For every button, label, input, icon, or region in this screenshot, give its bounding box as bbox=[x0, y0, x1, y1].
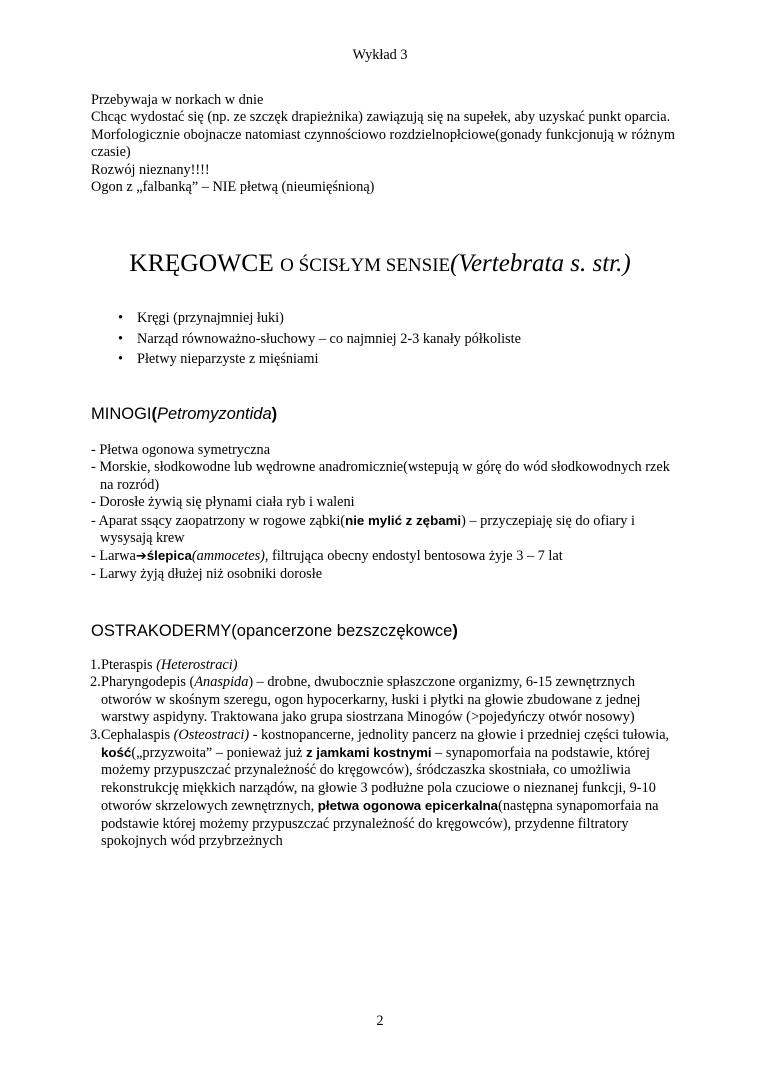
title-latin: (Vertebrata s. str.) bbox=[450, 250, 631, 277]
item-text: ) – drobne, dwubocznie spłaszczone organizmy, 6-15 zewnętrznych otworów w skośnym szeregu, ogon hypocerkarny, łuski i płytki na głowie zbudowane z jednej warstwy aspidyny. Traktowana jako grupa siostrzana Minogów (>pojedyńczy otwór nosowy) bbox=[101, 674, 641, 726]
heading-paren: ) bbox=[452, 622, 458, 640]
section-title-vertebrata bbox=[0, 247, 760, 282]
arrow-right-icon: ➔ bbox=[135, 549, 147, 565]
bullet-icon: • bbox=[118, 351, 124, 367]
heading-main: MINOGI bbox=[91, 405, 152, 423]
item-text: (następna synapomorfaia na podstawie której możemy przypuszczać przynależność do kręgowców), przydenne filtratory spokojnych wód przybrzeżnych bbox=[101, 798, 659, 850]
bullet-text: Płetwy nieparzyste z mięśniami bbox=[137, 351, 319, 367]
item-text: - Larwa bbox=[91, 548, 136, 565]
item-latin: (ammocetes), bbox=[191, 548, 269, 565]
item-text: ) – przyczepiaję się do ofiary i wysysają krew bbox=[100, 512, 635, 547]
vertebrata-bullet-list bbox=[118, 310, 521, 372]
section-heading-ostrakodermy bbox=[91, 621, 458, 641]
page-number: 2 bbox=[376, 1013, 384, 1029]
list-item bbox=[118, 351, 521, 372]
item-number: 2. bbox=[90, 674, 101, 691]
item-bold-text: płetwa ogonowa epicerkalna bbox=[317, 798, 499, 814]
item-text: - Aparat ssący zaopatrzony w rogowe ząbki( bbox=[91, 512, 346, 529]
heading-paren: ( bbox=[151, 405, 157, 423]
bullet-icon: • bbox=[118, 330, 124, 347]
item-text: – synapomorfaia na podstawie, której możemy przypuszczać przynależność do kręgowców), śródczaszka skostniała, co umożliwia rekonstrukcję miękkich narządów, na głowie 3 podłużne pola czuciowe o nieznanej funkcji, 9-10 otworów skrzelowych zewnętrznych, bbox=[101, 745, 656, 815]
list-item: - Larwy żyją dłużej niż osobniki dorosłe bbox=[91, 565, 323, 582]
ostrakodermy-list bbox=[91, 657, 681, 850]
item-text: - kostnopancerne, jednolity pancerz na głowie i przedniej części tułowia, bbox=[249, 726, 670, 743]
minogi-list bbox=[91, 442, 681, 583]
list-item bbox=[91, 657, 681, 674]
item-number: 1. bbox=[90, 657, 101, 673]
section-heading-minogi bbox=[91, 404, 277, 424]
item-text: Pharyngodepis ( bbox=[101, 674, 195, 691]
title-small: O ŚCISŁYM SENSIE bbox=[280, 255, 451, 276]
item-bold-text: z jamkami kostnymi bbox=[305, 745, 432, 761]
heading-latin: Petromyzontida bbox=[157, 405, 272, 423]
list-item bbox=[91, 727, 681, 851]
list-item bbox=[118, 310, 521, 331]
intro-line: Ogon z „falbanką” – NIE płetwą (nieumięśnioną) bbox=[91, 179, 375, 196]
bullet-text: Narząd równoważno-słuchowy – co najmniej 2-3 kanały półkoliste bbox=[137, 330, 521, 347]
item-number: 3. bbox=[90, 726, 101, 743]
item-text: filtrująca obecny endostyl bentosowa żyje 3 – 7 lat bbox=[268, 548, 563, 565]
heading-main: OSTRAKODERMY bbox=[91, 622, 232, 640]
item-text: Cephalaspis bbox=[101, 726, 174, 743]
item-latin: Anaspida bbox=[194, 674, 249, 691]
intro-paragraph bbox=[91, 92, 681, 196]
list-item bbox=[118, 331, 521, 352]
bullet-text: Kręgi (przynajmniej łuki) bbox=[137, 310, 284, 326]
intro-line: Przebywaja w norkach w dnie bbox=[91, 92, 264, 108]
list-item: - Płetwa ogonowa symetryczna bbox=[91, 442, 271, 458]
item-latin: (Heterostraci) bbox=[156, 657, 238, 673]
page-header: Wykład 3 bbox=[352, 47, 408, 63]
item-bold-text: kość bbox=[101, 745, 132, 761]
intro-line: Morfologicznie obojnacze natomiast czynnościowo rozdzielnopłciowe(gonady funkcjonują w różnym czasie) bbox=[91, 126, 676, 161]
list-item: - Morskie, słodkowodne lub wędrowne anadromicznie(wstepują w górę do wód słodkowodnych rzek na rozród) bbox=[91, 459, 670, 493]
list-item bbox=[91, 674, 681, 726]
item-text: Pteraspis bbox=[101, 657, 157, 673]
item-latin: (Osteostraci) bbox=[173, 726, 250, 743]
heading-paren: ) bbox=[271, 405, 278, 423]
bullet-icon: • bbox=[118, 310, 124, 326]
list-item bbox=[91, 512, 681, 548]
title-main: KRĘGOWCE bbox=[129, 248, 274, 277]
intro-line: Chcąc wydostać się (np. ze szczęk drapieżnika) zawiązują się na supełek, aby uzyskać punkt oparcia. bbox=[91, 109, 671, 126]
list-item bbox=[91, 547, 681, 565]
item-bold-text: ślepica bbox=[146, 548, 192, 564]
list-item: - Dorosłe żywią się płynami ciała ryb i waleni bbox=[91, 494, 355, 511]
heading-rest: (opancerzone bezszczękowce bbox=[231, 622, 453, 640]
item-bold-text: nie mylić z zębami bbox=[345, 512, 462, 528]
item-text: („przyzwoita” – ponieważ już bbox=[131, 745, 306, 762]
intro-line: Rozwój nieznany!!!! bbox=[91, 161, 210, 178]
